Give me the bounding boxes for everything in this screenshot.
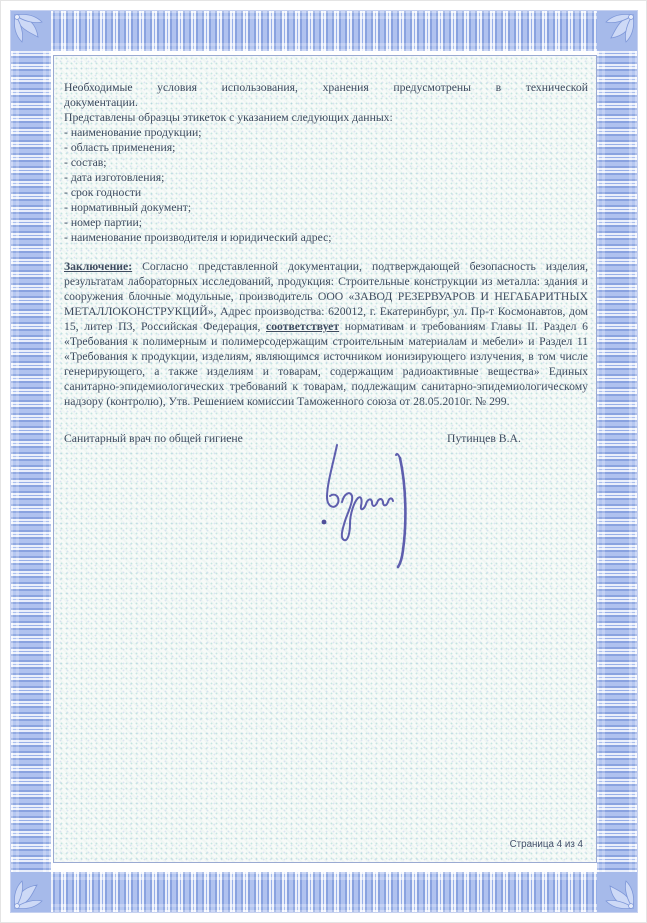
- label-data-list: [64, 125, 588, 245]
- label-list-item: - область применения;: [64, 141, 176, 154]
- corner-ornament-icon: [11, 11, 51, 51]
- corner-ornament-icon: [597, 11, 637, 51]
- conclusion-text-1: Согласно представленной документации, подтверждающей безопасность изделия, результатам лабораторных исследований, продукция: Строительные конструкции из металла: здания и сооружения блочные модульные, производитель ООО «ЗАВОД РЕЗЕРВУАРОВ И НЕГАБАРИТНЫХ МЕТАЛЛОКОНСТРУКЦИЙ», Адрес производства: 620012, г. Екатеринбург, ул. Пр-т Космонавтов, дом 15, литер П3, Российская Федерация,: [64, 260, 588, 333]
- label-list-item: - дата изготовления;: [64, 171, 165, 184]
- text-column: [54, 56, 596, 447]
- page-indicator: Страница 4 из 4: [509, 839, 583, 850]
- border-strip-top: [11, 11, 637, 51]
- intro-line-2: документации.: [64, 96, 138, 109]
- label-list-item: - наименование продукции;: [64, 126, 202, 139]
- signature-row: [64, 431, 588, 447]
- label-list-item: - номер партии;: [64, 216, 143, 229]
- label-list-item: - срок годности: [64, 186, 142, 199]
- intro-paragraph: [64, 80, 588, 110]
- labels-intro-line: [64, 110, 588, 125]
- intro-line-1: Необходимые условия использования, хранения предусмотрены в технической: [64, 81, 588, 94]
- signatory-role-label: Санитарный врач по общей гигиене: [64, 432, 243, 445]
- conclusion-emphasis: соответствует: [266, 320, 340, 333]
- document-body-panel: [53, 55, 597, 863]
- label-list-item: - состав;: [64, 156, 107, 169]
- border-strip-left: [11, 11, 51, 912]
- signatory-name: Путинцев В.А.: [447, 432, 521, 445]
- corner-ornament-icon: [597, 872, 637, 912]
- labels-intro-text: Представлены образцы этикеток с указанием следующих данных:: [64, 111, 393, 124]
- conclusion-paragraph: [64, 259, 588, 409]
- border-strip-right: [597, 11, 637, 912]
- handwritten-signature-icon: [314, 440, 414, 570]
- conclusion-text-2: нормативам и требованиям Главы II. Раздел 6 «Требования к полимерным и полимерсодержащим строительным материалам и мебели» и Раздел 11 «Требования к продукции, изделиям, являющимся источником ионизирующего излучения, в том числе генерирующего, а также изделиям и товарам, содержащим радиоактивные вещества» Единых санитарно-эпидемиологических требований к товарам, подлежащим санитарно-эпидемиологическому надзору (контролю), Утв. Решением комиссии Таможенного союза от 28.05.2010г. № 299.: [64, 320, 588, 408]
- label-list-item: - нормативный документ;: [64, 201, 192, 214]
- label-list-item: - наименование производителя и юридический адрес;: [64, 231, 332, 244]
- conclusion-heading: Заключение:: [64, 260, 133, 273]
- border-strip-bottom: [11, 872, 637, 912]
- corner-ornament-icon: [11, 872, 51, 912]
